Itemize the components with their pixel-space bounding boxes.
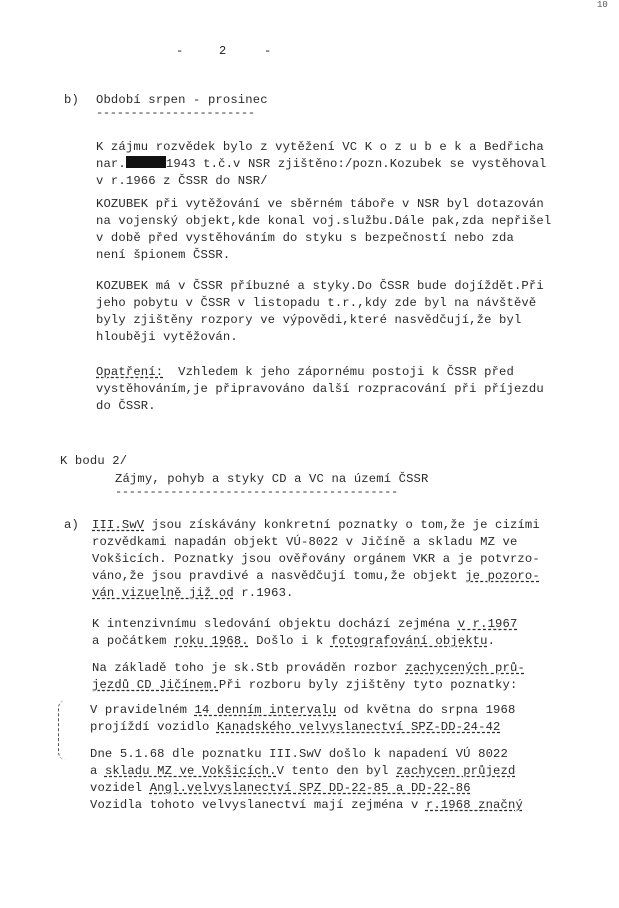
section-a-line4-text: váno,že jsou pravdivé a nasvědčují tomu,že objekt <box>92 569 466 583</box>
para8-line2-a: a <box>90 764 105 778</box>
point2-title: Zájmy, pohyb a styky CD a VC na území ČSSR <box>115 472 429 486</box>
para7-line2-a: projíždí vozidlo <box>90 720 217 734</box>
para5-line2 <box>92 633 495 649</box>
section-a-label: a) <box>64 518 79 532</box>
page-dash-left: - <box>176 44 184 58</box>
measure-line3: do ČSSR. <box>96 399 156 413</box>
para7-line1-b: 14 denním intervalu <box>194 703 337 717</box>
para7-line2-b: Kanadského velvyslanectví SPZ-DD-24-42 <box>216 720 501 734</box>
para8-line3-b: Angl.velvyslanectví SPZ DD-22-85 a DD-22-86 <box>149 781 471 795</box>
section-a-line5 <box>92 585 294 601</box>
para3-line3: byly zjištěny rozpory ve výpovědi,které nasvědčují,že byl <box>96 313 522 327</box>
redaction-bar <box>126 156 166 168</box>
para1-line2-rest: 1943 t.č.v NSR zjištěno:/pozn.Kozubek se vystěhoval <box>165 157 547 171</box>
para8-line2-c: V tento den byl <box>276 764 397 778</box>
para5-line2-c: Došlo i k <box>248 634 331 648</box>
section-a-line5-underlined: ván vizuelně již od <box>92 586 234 600</box>
para8-line2-b: skladu MZ ve Vokšicích. <box>104 764 277 778</box>
section-a-svv: III.SwV <box>92 518 145 532</box>
section-a-line3: Vokšicích. Poznatky jsou ověřovány orgánem VKR a je potvrzo- <box>92 552 540 566</box>
para1-nar: nar. <box>96 157 126 171</box>
para6-line1-underlined: zachycených prů- <box>405 661 525 675</box>
para8-line2-d: zachycen průjezd <box>396 764 516 778</box>
para8-line3 <box>90 780 471 796</box>
section-a-line2: rozvědkami napadán objekt VÚ-8022 v Jičíně a skladu MZ ve <box>92 535 518 549</box>
para1-line1: K zájmu rozvědek bylo z vytěžení VC K o z u b e k a Bedřicha <box>96 140 544 154</box>
para3-line4: hlouběji vytěžován. <box>96 330 238 344</box>
para5-line2-a: a počátkem <box>92 634 175 648</box>
section-a-line4 <box>92 568 540 584</box>
para7-line2 <box>90 719 501 735</box>
para8-line4 <box>90 797 523 813</box>
section-a-line1-text: jsou získávány konkretní poznatky o tom,že je cizími <box>144 518 540 532</box>
para6-line2-text: Při rozboru byly zjištěny tyto poznatky: <box>218 678 518 692</box>
para6-line1 <box>92 660 525 676</box>
para5-line2-e: . <box>487 634 496 648</box>
para3-line2: jeho pobytu v ČSSR v listopadu t.r.,kdy zde byl na návštěvě <box>96 296 537 310</box>
para7-line1-a: V pravidelném <box>90 703 195 717</box>
corner-page-mark: 10 <box>597 0 608 10</box>
para2-line1: KOZUBEK při vytěžování ve sběrném táboře v NSR byl dotazován <box>96 197 544 211</box>
para8-line1: Dne 5.1.68 dle poznatku III.SwV došlo k napadení VÚ 8022 <box>90 747 508 761</box>
measure-line2: vystěhováním,je připravováno další rozpracování při příjezdu <box>96 382 544 396</box>
para8-line3-a: vozidel <box>90 781 150 795</box>
para3-line1: KOZUBEK má v ČSSR příbuzné a styky.Do ČSSR bude dojíždět.Při <box>96 279 544 293</box>
para6-line1-text: Na základě toho je sk.Stb prováděn rozbor <box>92 661 406 675</box>
para6-line2-underlined: jezdů CD Jičínem. <box>92 678 219 692</box>
para2-line4: není špionem ČSSR. <box>96 248 231 262</box>
para8-line4-a: Vozidla tohoto velvyslanectví mají zejména v <box>90 798 426 812</box>
page-number: 2 <box>219 44 227 58</box>
para8-line4-b: r.1968 značný <box>425 798 523 812</box>
para8-line2 <box>90 763 515 779</box>
para5-line1-underlined: v r.1967 <box>457 617 518 631</box>
para5-line1 <box>92 616 517 632</box>
para1-line2 <box>96 156 547 172</box>
para2-line3: v době před vystěhováním do styku s bezpečností nebo zda <box>96 231 514 245</box>
para2-line2: na vojenský objekt,kde konal voj.službu.Dále pak,zda nepřišel <box>96 214 552 228</box>
para1-line3: v r.1966 z ČSSR do NSR/ <box>96 174 268 188</box>
para5-line2-d: fotografování objektu <box>330 634 488 648</box>
section-a-line1 <box>92 517 540 533</box>
para5-line2-b: roku 1968. <box>174 634 249 648</box>
page-dash-right: - <box>264 44 272 58</box>
section-b-label: b) <box>64 93 79 107</box>
para7-line1-c: od května do srpna 1968 <box>336 703 516 717</box>
para5-line1-text: K intenzivnímu sledování objektu dochází zejména <box>92 617 458 631</box>
section-b-title: Období srpen - prosinec <box>96 93 268 107</box>
point2-label: K bodu 2/ <box>60 454 128 468</box>
measure-label: Opatření: <box>96 365 164 379</box>
handwritten-bracket <box>58 700 69 760</box>
para6-line2 <box>92 677 517 693</box>
section-a-line5-text: r.1963. <box>233 586 294 600</box>
section-b-title-underline: ----------------------- <box>96 106 255 120</box>
measure-text1: Vzhledem k jeho zápornému postoji k ČSSR před <box>163 365 514 379</box>
para7-line1 <box>90 702 515 718</box>
measure-line1 <box>96 364 514 380</box>
section-a-line4-underlined: je pozoro- <box>465 569 540 583</box>
point2-title-underline: ----------------------------------------- <box>115 485 398 499</box>
